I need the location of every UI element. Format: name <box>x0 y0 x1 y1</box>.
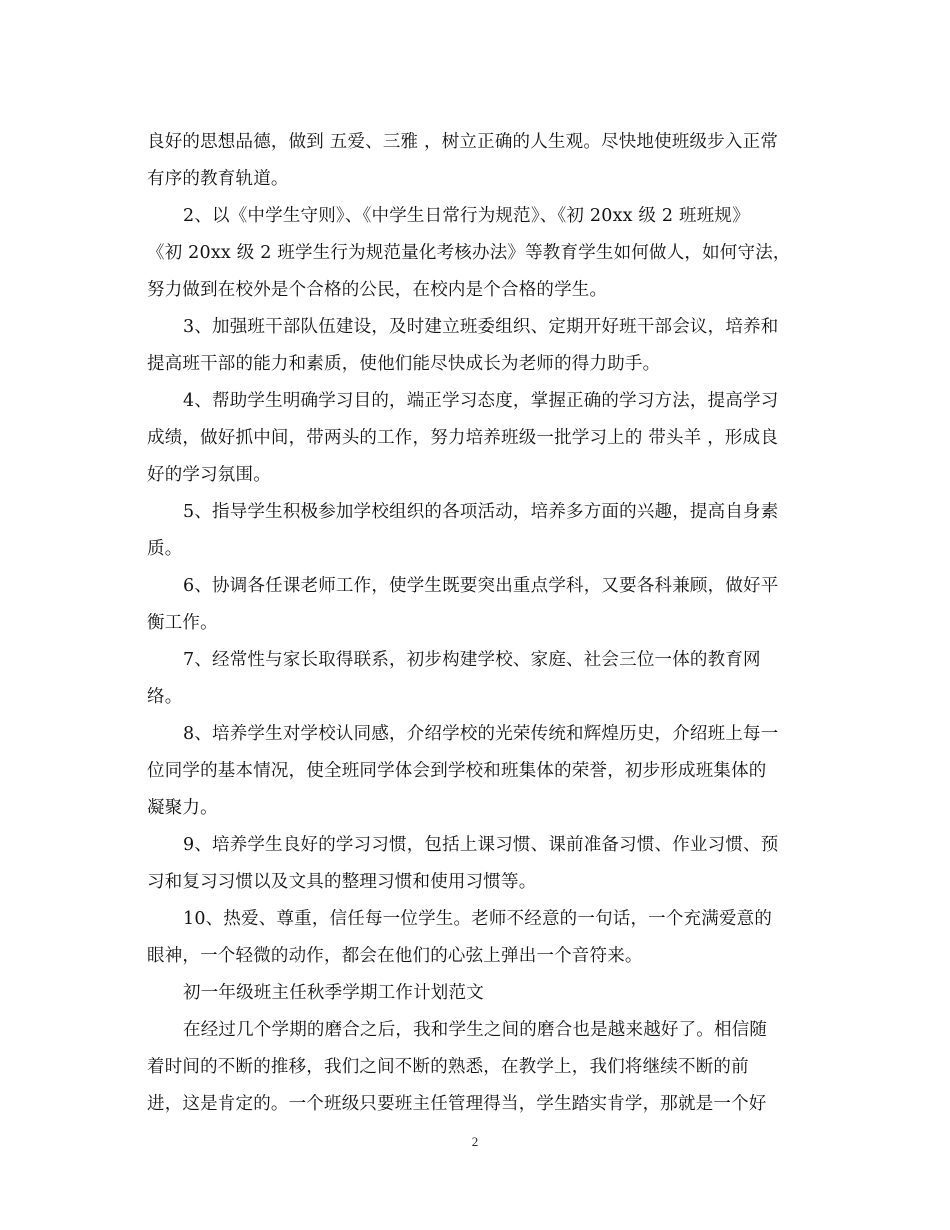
text-line: 在经过几个学期的磨合之后，我和学生之间的磨合也是越来越好了。相信随 <box>183 1020 768 1040</box>
text-line: 5、指导学生积极参加学校组织的各项活动，培养多方面的兴趣，提高自身素 <box>183 502 779 522</box>
text-line: 位同学的基本情况，使全班同学体会到学校和班集体的荣誉，初步形成班集体的 <box>147 761 767 781</box>
section-heading: 初一年级班主任秋季学期工作计划范文 <box>183 983 484 1003</box>
text-line: 4、帮助学生明确学习目的，端正学习态度，掌握正确的学习方法，提高学习 <box>183 391 779 411</box>
text-line: 络。 <box>147 687 183 707</box>
text-line: 6、协调各任课老师工作，使学生既要突出重点学科，又要各科兼顾，做好平 <box>183 576 779 596</box>
text-line: 8、培养学生对学校认同感，介绍学校的光荣传统和辉煌历史，介绍班上每一 <box>183 724 779 744</box>
text-line: 成绩，做好抓中间，带两头的工作，努力培养班级一批学习上的 带头羊 ，形成良 <box>147 428 779 448</box>
text-line: 提高班干部的能力和素质，使他们能尽快成长为老师的得力助手。 <box>147 354 661 374</box>
text-line: 凝聚力。 <box>147 798 218 818</box>
text-line: 3、加强班干部队伍建设，及时建立班委组织、定期开好班干部会议，培养和 <box>183 317 779 337</box>
text-line: 7、经常性与家长取得联系，初步构建学校、家庭、社会三位一体的教育网 <box>183 650 761 670</box>
text-line: 好的学习氛围。 <box>147 465 271 485</box>
text-line: 进，这是肯定的。一个班级只要班主任管理得当，学生踏实肯学，那就是一个好 <box>147 1094 767 1114</box>
text-line: 努力做到在校外是个合格的公民，在校内是个合格的学生。 <box>147 280 608 300</box>
page-number: 2 <box>471 1134 479 1149</box>
text-line: 眼神，一个轻微的动作，都会在他们的心弦上弹出一个音符来。 <box>147 946 643 966</box>
text-line: 良好的思想品德，做到 五爱、三雅 ，树立正确的人生观。尽快地使班级步入正常 <box>147 132 779 152</box>
text-line: 9、培养学生良好的学习习惯，包括上课习惯、课前准备习惯、作业习惯、预 <box>183 835 779 855</box>
text-line: 衡工作。 <box>147 613 218 633</box>
document-body <box>147 124 807 1123</box>
text-line: 质。 <box>147 539 183 559</box>
text-line: 习和复习习惯以及文具的整理习惯和使用习惯等。 <box>147 872 537 892</box>
text-line: 《初 20xx 级 2 班学生行为规范量化考核办法》等教育学生如何做人，如何守法， <box>147 243 791 263</box>
text-line: 10、热爱、尊重，信任每一位学生。老师不经意的一句话，一个充满爱意的 <box>183 909 773 929</box>
text-line: 有序的教育轨道。 <box>147 169 289 189</box>
text-line: 着时间的不断的推移，我们之间不断的熟悉，在教学上，我们将继续不断的前 <box>147 1057 749 1077</box>
text-line: 2、以《中学生守则》、《中学生日常行为规范》、《初 20xx 级 2 班班规》 <box>183 206 750 226</box>
